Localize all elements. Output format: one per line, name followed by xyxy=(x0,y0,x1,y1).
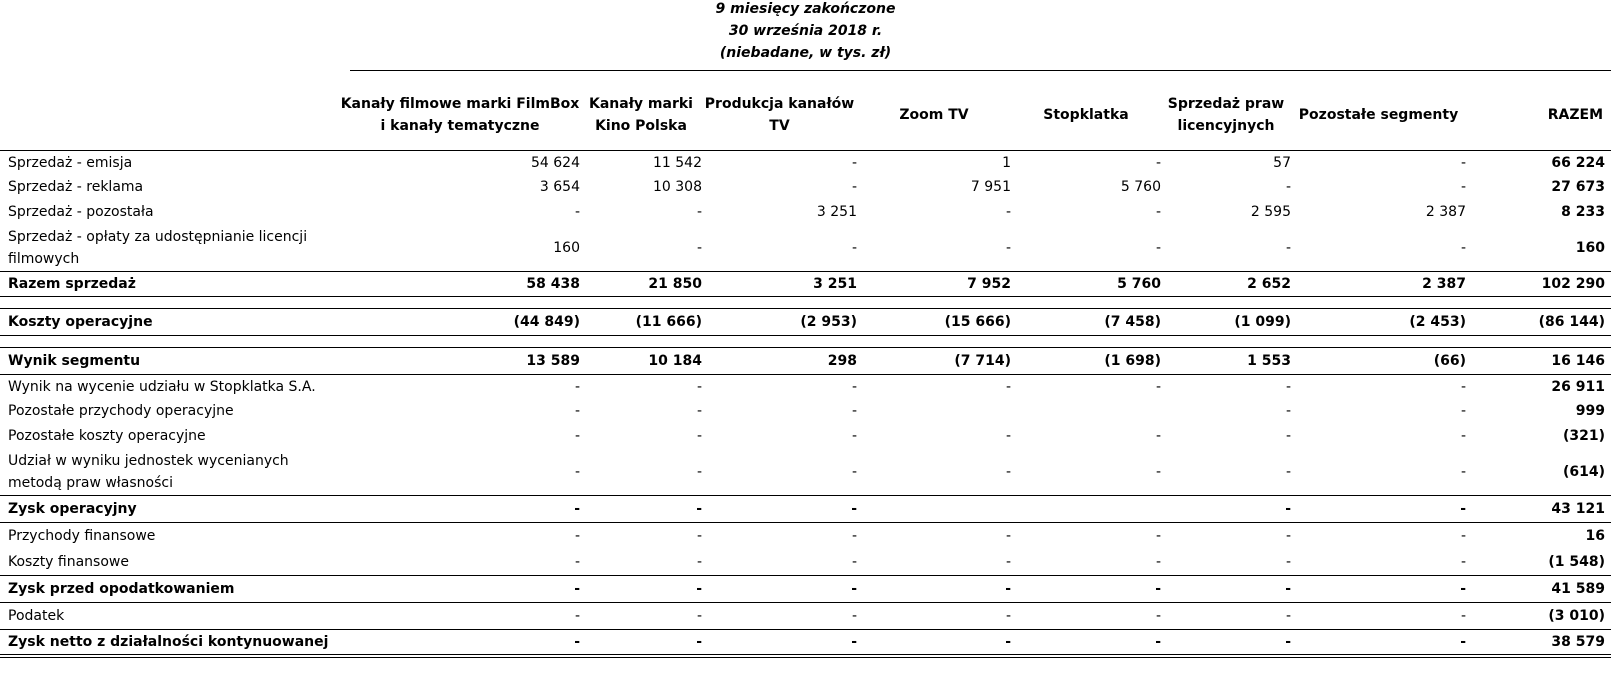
table-row xyxy=(0,630,1611,657)
header-rule xyxy=(350,70,1611,71)
value-cell-kanaly-filmowe-marki-filmbox-i-kanaly-tematyczne: - xyxy=(574,464,580,480)
value-cell-zoom-tv: - xyxy=(1005,428,1011,444)
value-cell-produkcja-kanalow-tv: - xyxy=(851,528,857,544)
value-cell-razem: (614) xyxy=(1562,464,1605,480)
value-cell-kanaly-filmowe-marki-filmbox-i-kanaly-tematyczne: - xyxy=(340,496,580,523)
value-cell-stopklatka xyxy=(1011,496,1161,523)
column-header-zoom-tv: Zoom TV xyxy=(857,80,1011,151)
value-cell-produkcja-kanalow-tv: - xyxy=(851,179,857,195)
table-row xyxy=(0,399,1611,423)
value-cell-razem: 66 224 xyxy=(1551,155,1605,171)
value-cell-kanaly-filmowe-marki-filmbox-i-kanaly-tematyczne: - xyxy=(574,403,580,419)
row-label: Wynik na wycenie udziału w Stopklatka S.A. xyxy=(8,379,316,395)
value-cell-stopklatka: - xyxy=(1155,428,1161,444)
value-cell-zoom-tv: 7 951 xyxy=(970,179,1011,195)
value-cell-kanaly-marki-kino-polska: - xyxy=(696,204,702,220)
row-label: Przychody finansowe xyxy=(8,528,156,544)
value-cell-razem: 27 673 xyxy=(1551,179,1605,195)
value-cell-razem: (3 010) xyxy=(1466,603,1611,630)
value-cell-zoom-tv: - xyxy=(1005,379,1011,395)
value-cell-razem: 160 xyxy=(1575,240,1605,256)
value-cell-sprzedaz-praw-licencyjnych: - xyxy=(1161,603,1291,630)
value-cell-pozostale-segmenty: - xyxy=(1291,630,1466,657)
table-row xyxy=(0,375,1611,400)
value-cell-produkcja-kanalow-tv: - xyxy=(702,630,857,657)
table-row xyxy=(0,175,1611,199)
value-cell-pozostale-segmenty: - xyxy=(1291,576,1466,603)
value-cell-produkcja-kanalow-tv: - xyxy=(851,554,857,570)
row-label: Wynik segmentu xyxy=(0,348,340,375)
value-cell-pozostale-segmenty: - xyxy=(1460,240,1466,256)
value-cell-pozostale-segmenty: (66) xyxy=(1291,348,1466,375)
value-cell-zoom-tv: - xyxy=(857,576,1011,603)
value-cell-kanaly-marki-kino-polska: - xyxy=(696,428,702,444)
row-label: Koszty operacyjne xyxy=(0,309,340,336)
value-cell-zoom-tv xyxy=(857,399,1011,423)
value-cell-zoom-tv: - xyxy=(1005,528,1011,544)
value-cell-kanaly-marki-kino-polska: - xyxy=(696,528,702,544)
spacer-cell xyxy=(0,336,1611,348)
value-cell-stopklatka: (1 698) xyxy=(1011,348,1161,375)
spacer-row xyxy=(0,336,1611,348)
value-cell-produkcja-kanalow-tv: (2 953) xyxy=(702,309,857,336)
row-label: Podatek xyxy=(0,603,340,630)
value-cell-stopklatka xyxy=(1011,399,1161,423)
row-label: Razem sprzedaż xyxy=(0,272,340,297)
value-cell-kanaly-filmowe-marki-filmbox-i-kanaly-tematyczne: - xyxy=(340,630,580,657)
value-cell-kanaly-marki-kino-polska: 10 308 xyxy=(653,179,702,195)
value-cell-kanaly-filmowe-marki-filmbox-i-kanaly-tematyczne: - xyxy=(340,576,580,603)
table-row xyxy=(0,151,1611,176)
row-label: Zysk operacyjny xyxy=(0,496,340,523)
value-cell-produkcja-kanalow-tv: - xyxy=(702,603,857,630)
table-row xyxy=(0,449,1611,496)
value-cell-razem: 102 290 xyxy=(1466,272,1611,297)
value-cell-pozostale-segmenty: - xyxy=(1460,403,1466,419)
table-row xyxy=(0,496,1611,523)
value-cell-kanaly-marki-kino-polska: - xyxy=(580,603,702,630)
value-cell-kanaly-filmowe-marki-filmbox-i-kanaly-tematyczne: 54 624 xyxy=(531,155,580,171)
value-cell-kanaly-marki-kino-polska: - xyxy=(580,496,702,523)
column-header-row xyxy=(0,80,1611,151)
value-cell-sprzedaz-praw-licencyjnych: - xyxy=(1161,576,1291,603)
column-header-sprzedaz-praw-licencyjnych: Sprzedaż praw licencyjnych xyxy=(1161,80,1291,151)
period-header xyxy=(0,0,1611,64)
value-cell-stopklatka: - xyxy=(1011,630,1161,657)
value-cell-pozostale-segmenty: - xyxy=(1460,155,1466,171)
period-line-1: 9 miesięcy zakończone xyxy=(715,1,896,17)
table-row xyxy=(0,423,1611,449)
value-cell-zoom-tv: - xyxy=(1005,464,1011,480)
value-cell-zoom-tv: - xyxy=(1005,554,1011,570)
column-header-stopklatka: Stopklatka xyxy=(1011,80,1161,151)
value-cell-razem: 41 589 xyxy=(1466,576,1611,603)
value-cell-kanaly-marki-kino-polska: 10 184 xyxy=(580,348,702,375)
value-cell-produkcja-kanalow-tv: 298 xyxy=(702,348,857,375)
value-cell-kanaly-filmowe-marki-filmbox-i-kanaly-tematyczne: - xyxy=(574,204,580,220)
value-cell-produkcja-kanalow-tv: - xyxy=(851,240,857,256)
value-cell-stopklatka: 5 760 xyxy=(1011,272,1161,297)
value-cell-pozostale-segmenty: - xyxy=(1291,603,1466,630)
value-cell-kanaly-marki-kino-polska: - xyxy=(696,464,702,480)
row-label: Sprzedaż - reklama xyxy=(8,179,144,195)
value-cell-razem: 8 233 xyxy=(1561,204,1605,220)
value-cell-sprzedaz-praw-licencyjnych: - xyxy=(1285,464,1291,480)
value-cell-stopklatka: - xyxy=(1155,240,1161,256)
table-row xyxy=(0,523,1611,550)
value-cell-razem: 38 579 xyxy=(1466,630,1611,657)
column-header-produkcja-kanalow-tv: Produkcja kanałów TV xyxy=(702,80,857,151)
value-cell-sprzedaz-praw-licencyjnych: 57 xyxy=(1273,155,1291,171)
value-cell-kanaly-filmowe-marki-filmbox-i-kanaly-tematyczne: 58 438 xyxy=(340,272,580,297)
value-cell-pozostale-segmenty: 2 387 xyxy=(1291,272,1466,297)
table-row xyxy=(0,199,1611,225)
value-cell-kanaly-filmowe-marki-filmbox-i-kanaly-tematyczne: - xyxy=(340,603,580,630)
spacer-cell xyxy=(0,297,1611,309)
value-cell-zoom-tv: (15 666) xyxy=(857,309,1011,336)
value-cell-sprzedaz-praw-licencyjnych: - xyxy=(1285,528,1291,544)
header-blank-cell xyxy=(0,80,340,151)
value-cell-sprzedaz-praw-licencyjnych: 1 553 xyxy=(1161,348,1291,375)
value-cell-sprzedaz-praw-licencyjnych: - xyxy=(1285,554,1291,570)
value-cell-stopklatka: - xyxy=(1155,528,1161,544)
row-label: Pozostałe przychody operacyjne xyxy=(8,403,234,419)
value-cell-zoom-tv: 1 xyxy=(1002,155,1011,171)
column-header-pozostale-segmenty: Pozostałe segmenty xyxy=(1291,80,1466,151)
value-cell-stopklatka: - xyxy=(1155,464,1161,480)
row-label: Udział w wyniku jednostek wycenianych metodą praw własności xyxy=(8,453,289,491)
value-cell-produkcja-kanalow-tv: - xyxy=(851,155,857,171)
row-label: Sprzedaż - pozostała xyxy=(8,204,154,220)
value-cell-kanaly-marki-kino-polska: - xyxy=(580,630,702,657)
value-cell-stopklatka: - xyxy=(1155,204,1161,220)
period-line-2: 30 września 2018 r. xyxy=(728,23,883,39)
value-cell-produkcja-kanalow-tv: - xyxy=(851,428,857,444)
value-cell-razem: 16 146 xyxy=(1466,348,1611,375)
value-cell-sprzedaz-praw-licencyjnych: - xyxy=(1285,240,1291,256)
value-cell-stopklatka: - xyxy=(1011,576,1161,603)
value-cell-stopklatka: 5 760 xyxy=(1120,179,1161,195)
value-cell-sprzedaz-praw-licencyjnych: - xyxy=(1285,403,1291,419)
column-header-razem: RAZEM xyxy=(1466,80,1611,151)
row-label: Pozostałe koszty operacyjne xyxy=(8,428,206,444)
value-cell-produkcja-kanalow-tv: 3 251 xyxy=(702,272,857,297)
value-cell-pozostale-segmenty: 2 387 xyxy=(1425,204,1466,220)
value-cell-kanaly-filmowe-marki-filmbox-i-kanaly-tematyczne: 3 654 xyxy=(539,179,580,195)
value-cell-sprzedaz-praw-licencyjnych: 2 652 xyxy=(1161,272,1291,297)
table-row xyxy=(0,272,1611,297)
segment-results-table xyxy=(0,80,1611,658)
value-cell-kanaly-filmowe-marki-filmbox-i-kanaly-tematyczne: - xyxy=(574,554,580,570)
value-cell-produkcja-kanalow-tv: - xyxy=(851,403,857,419)
value-cell-pozostale-segmenty: - xyxy=(1291,496,1466,523)
row-label: Sprzedaż - opłaty za udostępnianie licencji filmowych xyxy=(8,229,308,267)
value-cell-razem: 43 121 xyxy=(1466,496,1611,523)
value-cell-pozostale-segmenty: - xyxy=(1460,464,1466,480)
value-cell-kanaly-marki-kino-polska: - xyxy=(580,576,702,603)
value-cell-produkcja-kanalow-tv: - xyxy=(851,379,857,395)
row-label: Zysk przed opodatkowaniem xyxy=(0,576,340,603)
table-row xyxy=(0,576,1611,603)
table-row xyxy=(0,309,1611,336)
value-cell-kanaly-filmowe-marki-filmbox-i-kanaly-tematyczne: 160 xyxy=(553,240,580,256)
value-cell-kanaly-marki-kino-polska: - xyxy=(696,379,702,395)
table-row xyxy=(0,603,1611,630)
value-cell-pozostale-segmenty: - xyxy=(1460,528,1466,544)
value-cell-sprzedaz-praw-licencyjnych: - xyxy=(1285,379,1291,395)
value-cell-kanaly-marki-kino-polska: - xyxy=(696,403,702,419)
value-cell-zoom-tv: - xyxy=(1005,204,1011,220)
value-cell-sprzedaz-praw-licencyjnych: 2 595 xyxy=(1250,204,1291,220)
row-label: Zysk netto z działalności kontynuowanej xyxy=(0,630,340,657)
value-cell-kanaly-filmowe-marki-filmbox-i-kanaly-tematyczne: - xyxy=(574,428,580,444)
value-cell-razem: 999 xyxy=(1575,403,1605,419)
value-cell-zoom-tv xyxy=(857,496,1011,523)
value-cell-sprzedaz-praw-licencyjnych: (1 099) xyxy=(1161,309,1291,336)
value-cell-stopklatka: - xyxy=(1155,379,1161,395)
value-cell-produkcja-kanalow-tv: 3 251 xyxy=(816,204,857,220)
value-cell-pozostale-segmenty: - xyxy=(1460,379,1466,395)
table-row xyxy=(0,348,1611,375)
value-cell-kanaly-filmowe-marki-filmbox-i-kanaly-tematyczne: (44 849) xyxy=(340,309,580,336)
value-cell-razem: 26 911 xyxy=(1551,379,1605,395)
value-cell-kanaly-marki-kino-polska: 11 542 xyxy=(653,155,702,171)
value-cell-kanaly-filmowe-marki-filmbox-i-kanaly-tematyczne: - xyxy=(574,528,580,544)
value-cell-stopklatka: - xyxy=(1155,155,1161,171)
value-cell-zoom-tv: - xyxy=(857,630,1011,657)
value-cell-stopklatka: - xyxy=(1155,554,1161,570)
value-cell-zoom-tv: (7 714) xyxy=(857,348,1011,375)
value-cell-zoom-tv: 7 952 xyxy=(857,272,1011,297)
value-cell-produkcja-kanalow-tv: - xyxy=(851,464,857,480)
value-cell-razem: (1 548) xyxy=(1548,554,1605,570)
value-cell-stopklatka: - xyxy=(1011,603,1161,630)
table-row xyxy=(0,225,1611,272)
value-cell-kanaly-marki-kino-polska: - xyxy=(696,240,702,256)
value-cell-pozostale-segmenty: (2 453) xyxy=(1291,309,1466,336)
value-cell-pozostale-segmenty: - xyxy=(1460,179,1466,195)
row-label: Sprzedaż - emisja xyxy=(8,155,133,171)
value-cell-sprzedaz-praw-licencyjnych: - xyxy=(1161,630,1291,657)
value-cell-zoom-tv: - xyxy=(857,603,1011,630)
value-cell-produkcja-kanalow-tv: - xyxy=(702,576,857,603)
value-cell-pozostale-segmenty: - xyxy=(1460,554,1466,570)
value-cell-produkcja-kanalow-tv: - xyxy=(702,496,857,523)
spacer-row xyxy=(0,297,1611,309)
column-header-kanaly-marki-kino-polska: Kanały marki Kino Polska xyxy=(580,80,702,151)
value-cell-kanaly-marki-kino-polska: 21 850 xyxy=(580,272,702,297)
value-cell-kanaly-marki-kino-polska: (11 666) xyxy=(580,309,702,336)
period-line-3: (niebadane, w tys. zł) xyxy=(719,45,892,61)
value-cell-zoom-tv: - xyxy=(1005,240,1011,256)
value-cell-stopklatka: (7 458) xyxy=(1011,309,1161,336)
table-row xyxy=(0,549,1611,576)
row-label: Koszty finansowe xyxy=(8,554,129,570)
value-cell-kanaly-marki-kino-polska: - xyxy=(696,554,702,570)
value-cell-sprzedaz-praw-licencyjnych: - xyxy=(1161,496,1291,523)
value-cell-razem: 16 xyxy=(1585,528,1605,544)
value-cell-kanaly-filmowe-marki-filmbox-i-kanaly-tematyczne: 13 589 xyxy=(340,348,580,375)
value-cell-razem: (321) xyxy=(1562,428,1605,444)
value-cell-razem: (86 144) xyxy=(1466,309,1611,336)
value-cell-pozostale-segmenty: - xyxy=(1460,428,1466,444)
value-cell-sprzedaz-praw-licencyjnych: - xyxy=(1285,179,1291,195)
value-cell-sprzedaz-praw-licencyjnych: - xyxy=(1285,428,1291,444)
value-cell-kanaly-filmowe-marki-filmbox-i-kanaly-tematyczne: - xyxy=(574,379,580,395)
column-header-kanaly-filmowe-marki-filmbox-i-kanaly-tematyczne: Kanały filmowe marki FilmBox i kanały tematyczne xyxy=(340,80,580,151)
